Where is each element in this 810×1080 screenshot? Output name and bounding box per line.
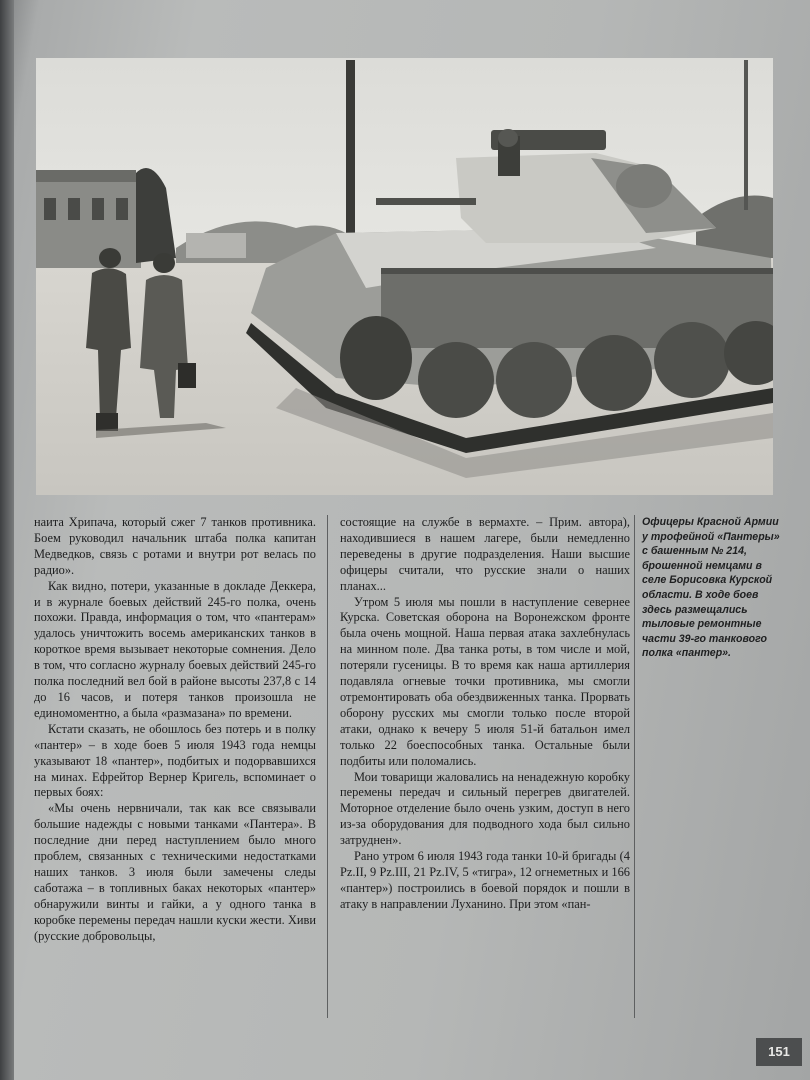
paragraph: Кстати сказать, не обошлось без потерь и в полку «пантер» – в ходе боев 5 июля 1943 года немцы указывают 18 «пантер», подбитых и подорвавшихся на минах. Ефрейтор Вернер Кригель, вспоминает о первых боях: (34, 721, 316, 800)
text-column-1 (34, 515, 316, 944)
photo-caption: Офицеры Красной Армии у трофейной «Пантеры» с башенным № 214, брошенной немцами в селе Борисовка Курской области. В ходе боев здесь размещались тыловые ремонтные части 39-го танкового полка «пантер». (642, 516, 780, 660)
paragraph: Рано утром 6 июля 1943 года танки 10-й бригады (4 Pz.II, 9 Pz.III, 21 Pz.IV, 5 «тигра», 12 огнеметных и 166 «пантер») построились в боевой порядок и пошли в атаку в направлении Луханино. При этом «пан- (340, 849, 630, 911)
paragraph: «Мы очень нервничали, так как все связывали большие надежды с новыми танками «Пантера». В последние дни перед наступлением было много проблем, связанных с техническими недостатками наших танков. 3 июля были замечены следы саботажа – в топливных баках некоторых «пантер» обнаружили винты и гайки, а у одного танка в коробке перемены передач нашли куски жести. Хиви (русские добровольцы, (34, 801, 316, 943)
paragraph: наита Хрипача, который сжег 7 танков противника. Боем руководил начальник штаба полка капитан Медведков, связь с ротами и внутри рот велась по радио». (34, 515, 316, 577)
text-column-2 (340, 515, 630, 913)
paragraph: Утром 5 июля мы пошли в наступление севернее Курска. Советская оборона на Воронежском фронте была очень мощной. Наша первая атака захлебнулась на минном поле. Два танка роты, в том числе и мой, потеряли гусеницы. В то время как наша артиллерия подавляла огневые точки противника, мы смогли отремонтировать оба обездвиженных танка. Прорвать оборону русских мы смогли только после второй атаки, однако к вечеру 5 июля 51-й батальон имел только 22 боеспособных танка. Остальные были подбиты или поломались. (340, 594, 630, 768)
paragraph: Как видно, потери, указанные в докладе Деккера, и в журнале боевых действий 245-го полка, очень похожи. Правда, информация о том, что «пантерам» удалось уничтожить восемь американских танков в короткое время вызывает некоторые сомнения. Дело в том, что согласно журналу боевых действий 245-го полка последний вел бой в районе высоты 237,8 с 14 до 16 часов, и потеря танков произошла не единомоментно, а была «размазана» по времени. (34, 578, 316, 720)
column-divider (634, 515, 635, 1018)
column-divider (327, 515, 328, 1018)
photo-panther-tank (36, 58, 773, 495)
paragraph: состоящие на службе в вермахте. – Прим. автора), находившиеся в нашем лагере, были немедленно переведены в другие подразделения. Наши высшие офицеры считали, что русские знали о наших планах... (340, 515, 630, 593)
paragraph: Мои товарищи жаловались на ненадежную коробку перемены передач и сильный перегрев двигателей. Моторное отделение было очень узким, доступ в него из-за оборудования для подводного хода был сильно затруднен». (340, 769, 630, 848)
page-number: 151 (756, 1038, 802, 1066)
book-spine-shadow (0, 0, 14, 1080)
